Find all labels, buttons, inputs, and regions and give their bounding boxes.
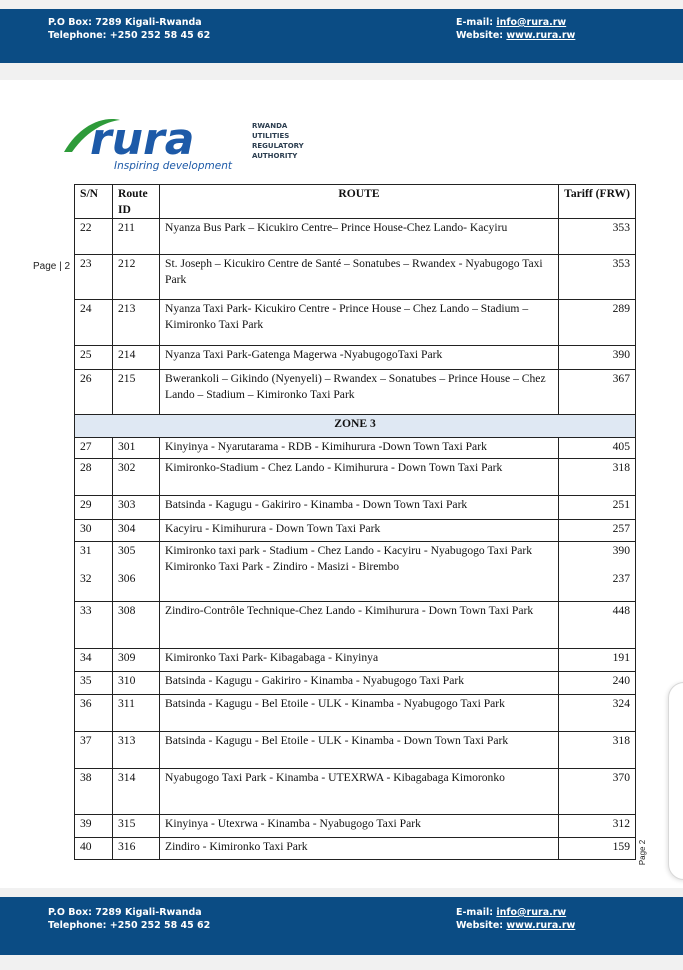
po-box-text: P.O Box: 7289 Kigali-Rwanda (48, 17, 202, 28)
table-row (75, 496, 636, 520)
email-link[interactable]: info@rura.rw (496, 17, 567, 28)
cell-sn: 28 (75, 459, 113, 496)
cell-tariff: 353 (559, 255, 636, 300)
header-route: ROUTE (160, 185, 559, 219)
table-row (75, 815, 636, 838)
page-vertical-text: Page 2 (638, 839, 648, 866)
table-row (75, 672, 636, 695)
cell-route: Kimironko-Stadium - Chez Lando - Kimihurura - Down Town Taxi Park (160, 459, 559, 496)
header-tariff: Tariff (FRW) (559, 185, 636, 219)
cell-route-id: 211 (113, 219, 160, 255)
website-link[interactable]: www.rura.rw (506, 920, 576, 931)
cell-tariff: 390 (612, 544, 630, 557)
cell-route-id: 309 (113, 649, 160, 672)
cell-route: Batsinda - Kagugu - Gakiriro - Kinamba - Nyabugogo Taxi Park (160, 672, 559, 695)
cell-route-id: 301 (113, 438, 160, 459)
cell-route-id: 308 (113, 602, 160, 649)
bottom-contact-banner (0, 897, 683, 955)
table-row (75, 300, 636, 346)
cell-route: Nyanza Bus Park – Kicukiro Centre– Prince House-Chez Lando- Kacyiru (160, 219, 559, 255)
email-link[interactable]: info@rura.rw (496, 907, 567, 918)
cell-tariff: 251 (559, 496, 636, 520)
cell-tariff: 324 (559, 695, 636, 732)
cell-sn: 24 (75, 300, 113, 346)
website-label: Website: (456, 30, 507, 41)
cell-route-id: 214 (113, 346, 160, 370)
telephone-text: Telephone: +250 252 58 45 62 (48, 920, 211, 931)
cell-tariff: 257 (559, 520, 636, 542)
cell-route: Nyabugogo Taxi Park - Kinamba - UTEXRWA - Kibagabaga Kimoronko (160, 769, 559, 815)
table-row (75, 438, 636, 459)
cell-tariff: 312 (559, 815, 636, 838)
header-route-id: Route ID (113, 185, 160, 219)
logo-tagline: Inspiring development (114, 160, 232, 172)
logo-wordmark: rura (90, 114, 195, 165)
page-number-label: Page | 2 (33, 261, 71, 272)
side-scroll-tab[interactable] (668, 682, 683, 880)
cell-sn: 31 (80, 544, 92, 557)
header-sn: S/N (75, 185, 113, 219)
cell-route-id: 315 (113, 815, 160, 838)
cell-route: Zindiro-Contrôle Technique-Chez Lando - Kimihurura - Down Town Taxi Park (160, 602, 559, 649)
cell-route-id: 302 (113, 459, 160, 496)
table-row (75, 255, 636, 300)
cell-route: Batsinda - Kagugu - Bel Etoile - ULK - Kinamba - Nyabugogo Taxi Park (160, 695, 559, 732)
cell-route-id: 313 (113, 732, 160, 769)
cell-route-id: 304 (113, 520, 160, 542)
table-header-row (75, 185, 636, 219)
cell-route-id: 215 (113, 370, 160, 415)
cell-sn: 22 (75, 219, 113, 255)
cell-sn: 30 (75, 520, 113, 542)
cell-sn: 29 (75, 496, 113, 520)
table-row (75, 520, 636, 542)
cell-route-id: 306 (118, 572, 136, 585)
cell-route: Kacyiru - Kimihurura - Down Town Taxi Park (160, 520, 559, 542)
cell-sn: 33 (75, 602, 113, 649)
cell-route-id: 310 (113, 672, 160, 695)
cell-route: Kimironko Taxi Park - Zindiro - Masizi - Birembo (165, 560, 400, 573)
cell-route: Nyanza Taxi Park- Kicukiro Centre - Prince House – Chez Lando – Stadium – Kimironko Taxi Park (160, 300, 559, 346)
cell-route: Kimironko taxi park - Stadium - Chez Lando - Kacyiru - Nyabugogo Taxi Park (165, 544, 532, 557)
cell-sn: 38 (75, 769, 113, 815)
logo-line-1: RWANDA (252, 122, 288, 130)
cell-sn: 37 (75, 732, 113, 769)
cell-route: Kinyinya - Nyarutarama - RDB - Kimihurura -Down Town Taxi Park (160, 438, 559, 459)
table-row (75, 602, 636, 649)
cell-route: Batsinda - Kagugu - Bel Etoile - ULK - Kinamba - Down Town Taxi Park (160, 732, 559, 769)
cell-tariff: 405 (559, 438, 636, 459)
top-contact-banner (0, 9, 683, 63)
cell-route: Bwerankoli – Gikindo (Nyenyeli) – Rwandex – Sonatubes – Prince House – Chez Lando – Stadium – Kimironko Taxi Park (160, 370, 559, 415)
cell-route-id: 213 (113, 300, 160, 346)
cell-route-id: 311 (113, 695, 160, 732)
cell-sn: 34 (75, 649, 113, 672)
cell-tariff: 240 (559, 672, 636, 695)
cell-route-pair (160, 542, 559, 602)
cell-sn-pair (75, 542, 113, 602)
email-label: E-mail: (456, 907, 497, 918)
cell-tariff: 191 (559, 649, 636, 672)
table-row (75, 219, 636, 255)
cell-route: Nyanza Taxi Park-Gatenga Magerwa -NyabugogoTaxi Park (160, 346, 559, 370)
cell-sn: 39 (75, 815, 113, 838)
table-row (75, 542, 636, 602)
cell-tariff: 289 (559, 300, 636, 346)
table-row (75, 459, 636, 496)
table-row (75, 732, 636, 769)
cell-route-id: 212 (113, 255, 160, 300)
cell-route-id: 303 (113, 496, 160, 520)
cell-sn: 26 (75, 370, 113, 415)
rura-logo (42, 98, 348, 184)
table-row (75, 838, 636, 860)
cell-route-id: 316 (113, 838, 160, 860)
table-row (75, 695, 636, 732)
telephone-text: Telephone: +250 252 58 45 62 (48, 30, 211, 41)
logo-line-4: AUTHORITY (252, 152, 298, 160)
cell-tariff: 390 (559, 346, 636, 370)
cell-route-id: 314 (113, 769, 160, 815)
cell-tariff-pair (559, 542, 636, 602)
zone-row (75, 415, 636, 438)
cell-tariff: 237 (612, 572, 630, 585)
table-row (75, 370, 636, 415)
route-tariff-table (74, 184, 636, 860)
cell-route: Kinyinya - Utexrwa - Kinamba - Nyabugogo Taxi Park (160, 815, 559, 838)
cell-sn: 27 (75, 438, 113, 459)
website-label: Website: (456, 920, 507, 931)
cell-tariff: 353 (559, 219, 636, 255)
logo-line-3: REGULATORY (252, 142, 304, 150)
cell-sn: 36 (75, 695, 113, 732)
cell-tariff: 318 (559, 732, 636, 769)
table-row (75, 649, 636, 672)
cell-tariff: 159 (559, 838, 636, 860)
po-box-text: P.O Box: 7289 Kigali-Rwanda (48, 907, 202, 918)
cell-route: Batsinda - Kagugu - Gakiriro - Kinamba - Down Town Taxi Park (160, 496, 559, 520)
cell-tariff: 318 (559, 459, 636, 496)
cell-route-id: 305 (118, 544, 136, 557)
cell-route: Zindiro - Kimironko Taxi Park (160, 838, 559, 860)
email-label: E-mail: (456, 17, 497, 28)
cell-sn: 25 (75, 346, 113, 370)
cell-tariff: 367 (559, 370, 636, 415)
zone-label: ZONE 3 (75, 415, 636, 438)
cell-route: St. Joseph – Kicukiro Centre de Santé – Sonatubes – Rwandex - Nyabugogo Taxi Park (160, 255, 559, 300)
cell-sn: 40 (75, 838, 113, 860)
logo-line-2: UTILITIES (252, 132, 290, 140)
cell-route: Kimironko Taxi Park- Kibagabaga - Kinyinya (160, 649, 559, 672)
page-number-vertical (636, 838, 670, 872)
table-row (75, 346, 636, 370)
cell-sn: 23 (75, 255, 113, 300)
cell-route-id-pair (113, 542, 160, 602)
cell-sn: 32 (80, 572, 92, 585)
website-link[interactable]: www.rura.rw (506, 30, 576, 41)
table-row (75, 769, 636, 815)
cell-sn: 35 (75, 672, 113, 695)
cell-tariff: 370 (559, 769, 636, 815)
cell-tariff: 448 (559, 602, 636, 649)
